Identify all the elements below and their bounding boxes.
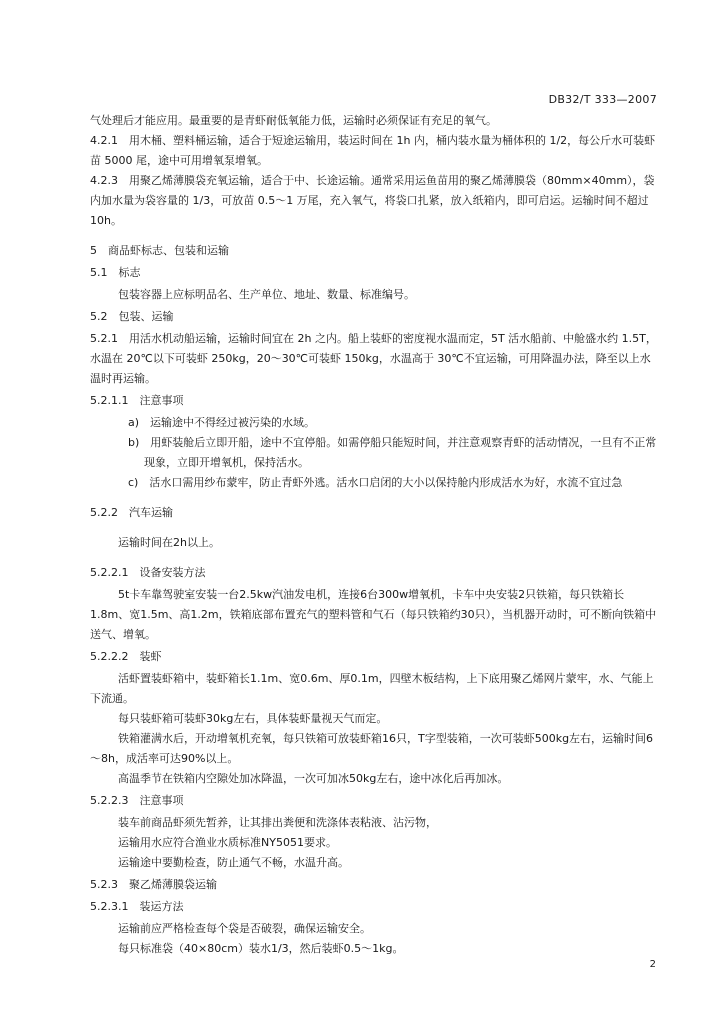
section-5-2-2-1-text: 5t卡车靠驾驶室安装一台2.5kw汽油发电机，连接6台300w增氧机，卡车中央安装2只铁箱，每只铁箱长1.8m、宽1.5m、高1.2m，铁箱底部布置充气的塑料管和气石（每只铁箱约30只），当机器开动时，可不断向铁箱中送气、增氧。 [90,588,657,641]
section-5-2-heading: 5.2 包装、运输 [90,310,174,323]
clause-5-2-1: 5.2.1 用活水机动船运输，运输时间宜在 2h 之内。船上装虾的密度视水温而定，5T 活水船前、中舱盛水约 1.5T，水温在 20℃以下可装虾 250kg，20～30℃可装虾 150kg，水温高于 30℃不宜运输，可用降温办法，降至以上水温时再运输。 [90,332,657,385]
section-5-2-2-2-text-b: 每只装虾箱可装虾30kg左右，具体装虾量视天气而定。 [118,712,388,725]
section-5-2-3-heading: 5.2.3 聚乙烯薄膜袋运输 [90,878,217,891]
section-5-2-2-2-text-d: 高温季节在铁箱内空隙处加冰降温，一次可加冰50kg左右，途中冰化后再加冰。 [118,772,509,785]
section-5-1-text: 包装容器上应标明品名、生产单位、地址、数量、标准编号。 [118,288,415,301]
section-5-2-3-1-text-a: 运输前应严格检查每个袋是否破裂，确保运输安全。 [118,922,371,935]
clause-4-2-1: 4.2.1 用木桶、塑料桶运输，适合于短途运输用，装运时间在 1h 内，桶内装水量为桶体积的 1/2，每公斤水可装虾苗 5000 尾，途中可用增氧泵增氧。 [90,134,656,167]
page-number: 2 [649,959,656,970]
section-5-2-1-1-heading: 5.2.1.1 注意事项 [90,394,184,407]
list-item-b: b) 用虾装舱后立即开船，途中不宜停船。如需停船只能短时间，并注意观察青虾的活动情况，一旦有不正常现象，立即开增氧机，保持活水。 [128,436,657,469]
section-5-2-2-3-heading: 5.2.2.3 注意事项 [90,794,184,807]
section-5-2-2-2-text-a: 活虾置装虾箱中，装虾箱长1.1m、宽0.6m、厚0.1m，四壁木板结构，上下底用聚乙烯网片蒙牢，水、气能上下流通。 [90,672,654,705]
section-5-2-2-2-text-c: 铁箱灌满水后，开动增氧机充氧，每只铁箱可放装虾箱16只，T字型装箱，一次可装虾500kg左右，运输时间6～8h，成活率可达90%以上。 [90,732,654,765]
list-item-a: a) 运输途中不得经过被污染的水域。 [128,416,316,429]
section-5-2-2-heading: 5.2.2 汽车运输 [90,506,173,519]
section-5-2-2-3-text-c: 运输途中要勤检查，防止通气不畅，水温升高。 [118,856,349,869]
section-5-2-2-3-text-b: 运输用水应符合渔业水质标准NY5051要求。 [118,836,337,849]
section-5-2-2-text: 运输时间在2h以上。 [118,536,220,549]
section-5-2-2-2-heading: 5.2.2.2 装虾 [90,650,162,663]
paragraph-continuation: 气处理后才能应用。最重要的是青虾耐低氧能力低，运输时必须保证有充足的氧气。 [90,114,497,127]
section-5-2-2-3-text-a: 装车前商品虾须先暂养，让其排出粪便和洗涤体表粘液、沾污物， [118,816,437,829]
section-5-1-heading: 5.1 标志 [90,266,141,279]
section-5-heading: 5 商品虾标志、包装和运输 [90,244,229,257]
section-5-2-3-1-text-b: 每只标准袋（40×80cm）装水1/3，然后装虾0.5～1kg。 [118,942,404,955]
section-5-2-3-1-heading: 5.2.3.1 装运方法 [90,900,184,913]
section-5-2-2-1-heading: 5.2.2.1 设备安装方法 [90,566,206,579]
standard-code: DB32/T 333—2007 [548,93,657,106]
list-item-c: c) 活水口需用纱布蒙牢，防止青虾外逃。活水口启闭的大小以保持舱内形成活水为好，水流不宜过急 [128,476,623,489]
clause-4-2-3: 4.2.3 用聚乙烯薄膜袋充氧运输，适合于中、长途运输。通常采用运鱼苗用的聚乙烯薄膜袋（80mm×40mm），袋内加水量为袋容量的 1/3，可放苗 0.5～1 万尾，充入氧气，将袋口扎紧，放入纸箱内，即可启运。运输时间不超过 10h。 [90,174,655,227]
body-text [90,111,660,959]
